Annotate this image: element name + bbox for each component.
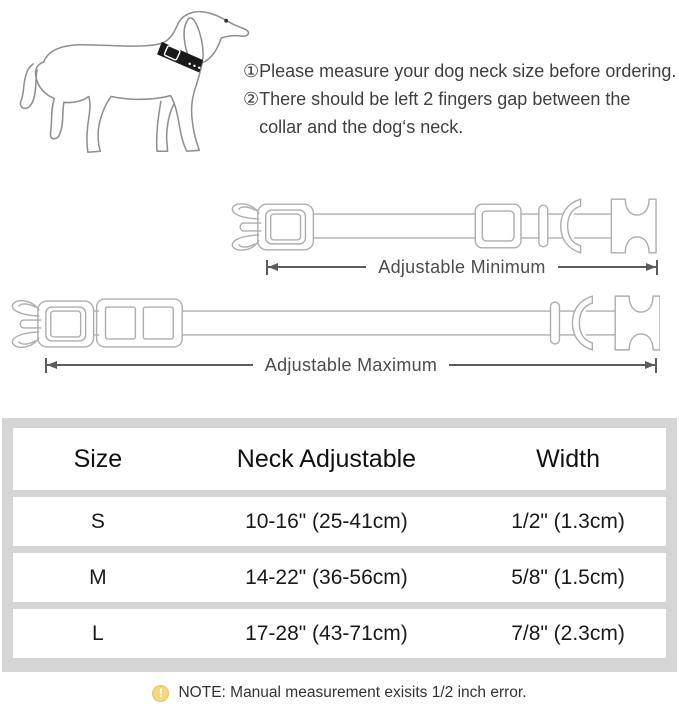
dog-collar-band xyxy=(157,42,203,73)
dog-eye xyxy=(224,19,228,23)
measuring-instructions xyxy=(243,57,679,141)
instruction-2 xyxy=(243,85,679,141)
size-table-header xyxy=(13,428,666,490)
instruction-1-number: ① xyxy=(243,61,260,81)
strap xyxy=(182,311,550,335)
dimension-endbar xyxy=(656,260,658,275)
collar-minimum-diagram xyxy=(225,196,662,256)
instruction-2-number: ② xyxy=(243,89,260,109)
dog-front-leg-2 xyxy=(157,101,175,151)
warning-icon: ! xyxy=(152,685,169,702)
header-size: Size xyxy=(73,444,123,473)
table-row-l xyxy=(13,609,666,658)
cell-neck: 10-16" (25-41cm) xyxy=(245,509,408,533)
keeper-icon xyxy=(551,302,560,344)
d-ring-icon xyxy=(572,296,592,350)
arrow-right-icon xyxy=(646,263,656,271)
table-row-s xyxy=(13,497,666,546)
cell-neck: 17-28" (43-71cm) xyxy=(245,621,408,645)
cell-width: 5/8" (1.5cm) xyxy=(511,565,625,589)
adjustable-maximum-label: Adjustable Maximum xyxy=(264,354,438,375)
instruction-1-text: Please measure your dog neck size before ordering. xyxy=(259,61,677,81)
note-text: NOTE: Manual measurement exisits 1/2 inch error. xyxy=(178,684,527,701)
dog-illustration xyxy=(14,2,254,170)
measurement-note xyxy=(0,681,679,705)
collar-maximum-diagram xyxy=(5,293,660,353)
dog-hind-legs xyxy=(36,62,111,152)
buckle-icon xyxy=(232,204,313,250)
dog-tail xyxy=(20,64,37,108)
header-neck-adjustable: Neck Adjustable xyxy=(236,444,417,473)
arrow-left-icon xyxy=(268,263,278,271)
cell-width: 1/2" (1.3cm) xyxy=(511,509,625,533)
table-row-m xyxy=(13,553,666,602)
instruction-1 xyxy=(243,57,679,85)
instruction-2-text: There should be left 2 fingers gap between the collar and the dog‘s neck. xyxy=(259,89,631,137)
adjustable-minimum-label: Adjustable Minimum xyxy=(378,256,546,277)
slider-icon xyxy=(475,204,521,248)
cell-size: L xyxy=(92,621,104,645)
cell-size: S xyxy=(90,509,105,533)
slider-icon xyxy=(97,299,183,347)
buckle-icon xyxy=(12,301,93,348)
dimension-endbar xyxy=(655,358,657,373)
size-table xyxy=(2,418,677,672)
arrow-right-icon xyxy=(645,361,655,369)
strap xyxy=(313,214,475,238)
header-width: Width xyxy=(536,444,600,473)
cell-size: M xyxy=(89,565,107,589)
cell-width: 7/8" (2.3cm) xyxy=(511,621,625,645)
keeper-icon xyxy=(539,205,548,247)
dog-body-outline xyxy=(44,12,249,152)
d-ring-icon xyxy=(561,199,581,253)
clasp-icon xyxy=(611,199,656,253)
clasp-icon xyxy=(615,296,660,350)
arrow-left-icon xyxy=(47,361,57,369)
adjustable-minimum-dimension xyxy=(266,254,658,280)
adjustable-maximum-dimension xyxy=(45,352,657,378)
cell-neck: 14-22" (36-56cm) xyxy=(245,565,408,589)
